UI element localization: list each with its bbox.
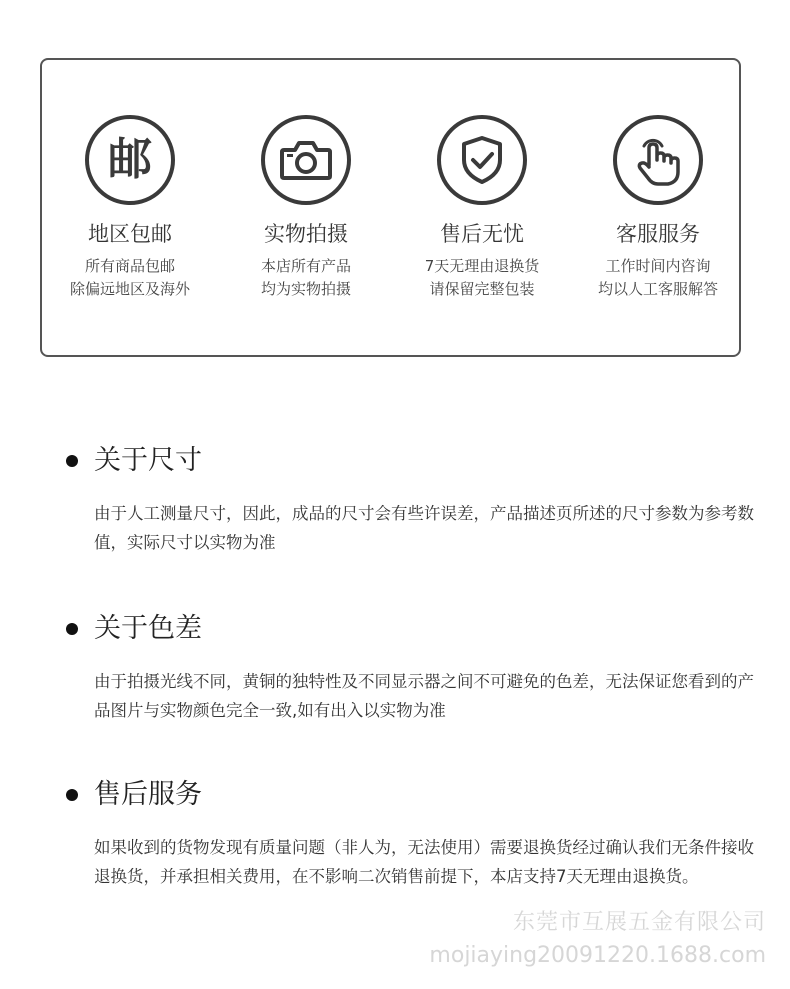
service-title: 实物拍摄 [264,222,348,246]
service-desc-line: 所有商品包邮 [84,257,175,275]
service-desc-line: 请保留完整包装 [429,280,535,298]
hand-touch-icon [613,115,703,205]
service-desc-line: 均以人工客服解答 [597,280,718,298]
service-title: 客服服务 [616,222,700,246]
watermark-url: mojiaying20091220.1688.com [429,943,766,968]
section-header [66,441,756,481]
bullet-dot-icon [66,455,78,467]
service-desc [394,255,570,301]
service-desc-line: 7天无理由退换货 [424,257,540,275]
service-desc [570,255,746,301]
icon-char: 邮 [108,134,152,185]
section-body: 如果收到的货物发现有质量问题（非人为，无法使用）需要退换货经过确认我们无条件接收退换货，并承担相关费用，在不影响二次销售前提下，本店支持7天无理由退换货。 [94,838,754,886]
section-body: 由于人工测量尺寸，因此，成品的尺寸会有些许误差，产品描述页所述的尺寸参数为参考数值，实际尺寸以实物为准 [94,504,754,552]
service-item-real-photos [218,115,394,301]
camera-icon [261,115,351,205]
service-title: 售后无忧 [440,222,524,246]
service-item-customer-service [570,115,746,301]
section-size [66,441,756,557]
service-desc-line: 均为实物拍摄 [260,280,351,298]
section-header [66,775,756,815]
shield-check-icon [437,115,527,205]
service-desc-line: 工作时间内咨询 [605,257,711,275]
section-header [66,609,756,649]
bullet-dot-icon [66,789,78,801]
service-desc [218,255,394,301]
section-title: 关于色差 [94,613,202,644]
service-item-after-sales [394,115,570,301]
service-desc [42,255,218,301]
service-desc-line: 本店所有产品 [260,257,351,275]
section-after-sales [66,775,756,891]
mail-char-icon [85,115,175,205]
service-item-free-shipping [42,115,218,301]
watermark-company: 东莞市互展五金有限公司 [512,910,766,935]
section-body: 由于拍摄光线不同，黄铜的独特性及不同显示器之间不可避免的色差，无法保证您看到的产品图片与实物颜色完全一致,如有出入以实物为准 [94,672,754,720]
service-desc-line: 除偏远地区及海外 [69,280,190,298]
section-title: 关于尺寸 [94,445,202,476]
service-title: 地区包邮 [88,222,172,246]
section-title: 售后服务 [94,779,202,810]
bullet-dot-icon [66,623,78,635]
service-guarantee-panel [40,58,741,357]
section-color-difference [66,609,756,725]
